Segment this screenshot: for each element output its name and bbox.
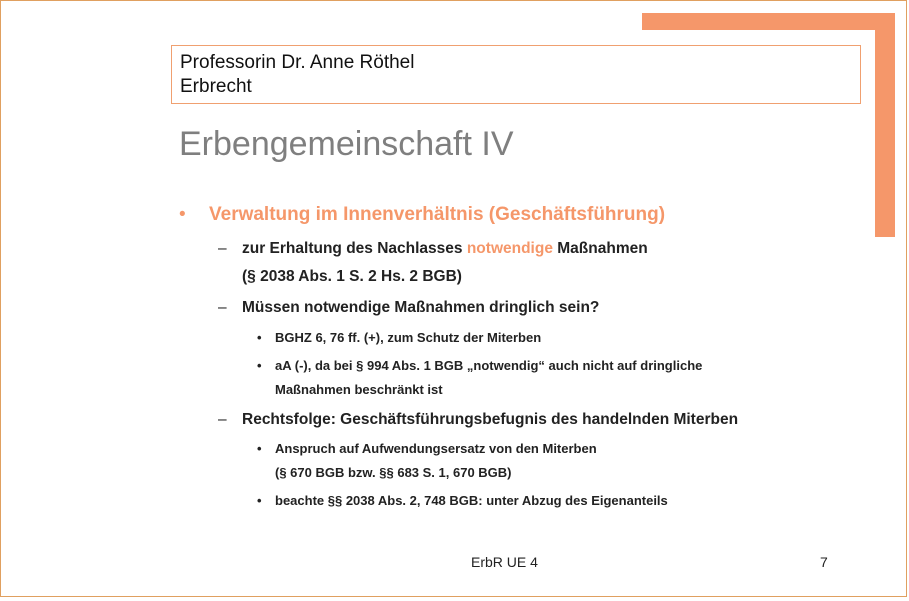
item-b2-continuation: Maßnahmen beschränkt ist <box>275 382 443 397</box>
header-box <box>171 45 861 104</box>
item-b <box>218 299 599 317</box>
header-subject: Erbrecht <box>180 76 252 97</box>
dot-marker: • <box>257 441 262 456</box>
item-b1 <box>257 330 541 345</box>
slide-title: Erbengemeinschaft IV <box>179 125 514 163</box>
item-c1-continuation: (§ 670 BGB bzw. §§ 683 S. 1, 670 BGB) <box>275 465 512 480</box>
item-a-continuation: (§ 2038 Abs. 1 S. 2 Hs. 2 BGB) <box>242 268 462 285</box>
main-bullet <box>179 204 665 226</box>
item-a-post: Maßnahmen <box>557 240 648 257</box>
item-a-pre: zur Erhaltung des Nachlasses <box>242 240 463 257</box>
footer-label: ErbR UE 4 <box>471 554 538 570</box>
bullet-marker: • <box>179 204 186 225</box>
item-b-text: Müssen notwendige Maßnahmen dringlich sein? <box>242 299 600 316</box>
item-a <box>218 240 648 258</box>
page-number: 7 <box>820 554 828 570</box>
item-c <box>218 411 738 429</box>
decorative-bar-right <box>875 13 895 237</box>
item-c-text: Rechtsfolge: Geschäftsführungsbefugnis des handelnden Miterben <box>242 411 739 428</box>
decorative-bar-top <box>642 13 895 30</box>
item-c1 <box>257 441 597 456</box>
dot-marker: • <box>257 493 262 508</box>
item-b2-text: aA (-), da bei § 994 Abs. 1 BGB „notwendig“ auch nicht auf dringliche <box>275 358 703 373</box>
dash-marker: – <box>218 411 227 428</box>
dot-marker: • <box>257 330 262 345</box>
header-author: Professorin Dr. Anne Röthel <box>180 52 415 73</box>
item-a-highlight: notwendige <box>466 240 553 257</box>
dash-marker: – <box>218 299 227 316</box>
item-c2 <box>257 493 668 508</box>
item-b1-text: BGHZ 6, 76 ff. (+), zum Schutz der Miterben <box>275 330 542 345</box>
dash-marker: – <box>218 240 227 257</box>
main-bullet-text: Verwaltung im Innenverhältnis (Geschäftsführung) <box>209 204 666 225</box>
item-b2 <box>257 358 702 373</box>
item-c1-text: Anspruch auf Aufwendungsersatz von den Miterben <box>275 441 597 456</box>
dot-marker: • <box>257 358 262 373</box>
item-c2-text: beachte §§ 2038 Abs. 2, 748 BGB: unter Abzug des Eigenanteils <box>275 493 668 508</box>
